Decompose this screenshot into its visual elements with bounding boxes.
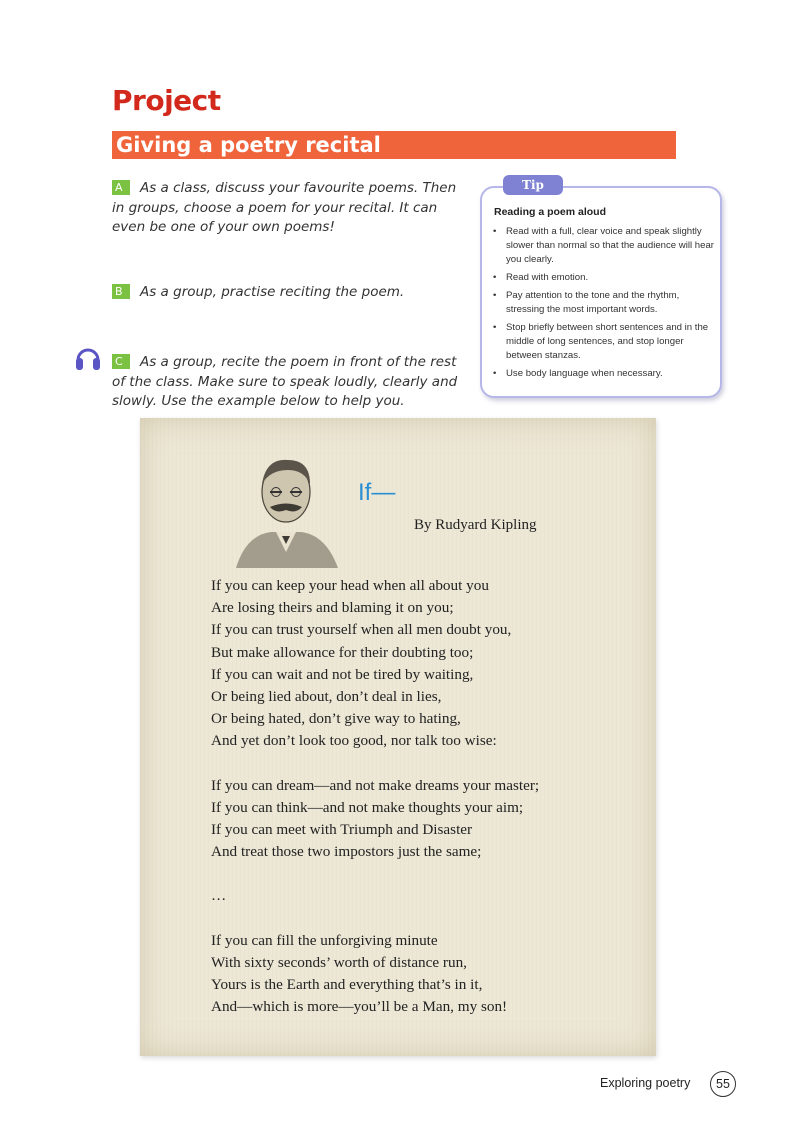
- poem-line: And yet don’t look too good, nor talk too wise:: [211, 732, 497, 750]
- section-banner: [112, 131, 676, 159]
- page-title: Project: [112, 84, 221, 117]
- poem-line: But make allowance for their doubting too;: [211, 643, 474, 661]
- step-c: [112, 353, 472, 412]
- poem-line: Or being hated, don’t give way to hating,: [211, 710, 461, 728]
- step-letter-badge: B: [112, 284, 130, 299]
- poem-line: If you can keep your head when all about you: [211, 577, 489, 594]
- poem-body: [211, 575, 631, 1040]
- portrait-illustration: [226, 440, 346, 570]
- poem-stanza: [211, 575, 631, 753]
- poem-author: By Rudyard Kipling: [414, 517, 537, 533]
- poem-stanza: [211, 775, 631, 864]
- headphones-icon[interactable]: [74, 343, 102, 373]
- tip-list: [490, 225, 716, 385]
- step-b: [112, 283, 472, 303]
- step-letter-badge: A: [112, 180, 130, 195]
- step-letter-badge: C: [112, 354, 130, 369]
- poem-line: And—which is more—you’ll be a Man, my son!: [211, 998, 508, 1016]
- step-text: As a class, discuss your favourite poems. Then in groups, choose a poem for your recital. It can even be one of your own poems!: [112, 180, 457, 235]
- poem-line: With sixty seconds’ worth of distance run,: [211, 953, 467, 971]
- tip-item: • Use body language when necessary.: [490, 367, 716, 381]
- poem-line: If you can fill the unforgiving minute: [211, 931, 438, 949]
- poem-title: If—: [358, 479, 396, 506]
- poem-line: If you can meet with Triumph and Disaster: [211, 821, 473, 839]
- poem-stanza: [211, 930, 631, 1019]
- footer-section-label: Exploring poetry: [600, 1076, 691, 1090]
- tip-item: • Read with a full, clear voice and speak slightly slower than normal so that the audience will hear you clearly.: [490, 225, 716, 268]
- step-a: [112, 179, 472, 238]
- poem-line: Are losing theirs and blaming it on you;: [211, 599, 454, 617]
- poem-ellipsis: …: [211, 887, 227, 905]
- poem-line: If you can think—and not make thoughts your aim;: [211, 798, 524, 816]
- step-text: As a group, practise reciting the poem.: [140, 284, 405, 300]
- tip-tab: Tip: [503, 175, 563, 195]
- poem-line: And treat those two impostors just the same;: [211, 843, 482, 861]
- poem-line: Yours is the Earth and everything that’s in it,: [211, 976, 483, 994]
- poem-line: If you can dream—and not make dreams your master;: [211, 776, 540, 794]
- page-number: 55: [710, 1071, 736, 1097]
- tip-item: • Stop briefly between short sentences and in the middle of long sentences, and stop longer between stanzas.: [490, 321, 716, 364]
- tip-item: • Pay attention to the tone and the rhythm, stressing the most important words.: [490, 289, 716, 317]
- tip-item: • Read with emotion.: [490, 271, 716, 285]
- poem-line: Or being lied about, don’t deal in lies,: [211, 688, 442, 706]
- poem-line: If you can wait and not be tired by waiting,: [211, 665, 474, 683]
- step-text: As a group, recite the poem in front of the rest of the class. Make sure to speak loudly, clearly and slowly. Use the example below to help you.: [112, 354, 458, 409]
- poem-stanza: [211, 885, 631, 907]
- section-subtitle: Giving a poetry recital: [116, 133, 381, 157]
- poem-line: If you can trust yourself when all men doubt you,: [211, 621, 512, 639]
- tip-heading: Reading a poem aloud: [494, 206, 607, 218]
